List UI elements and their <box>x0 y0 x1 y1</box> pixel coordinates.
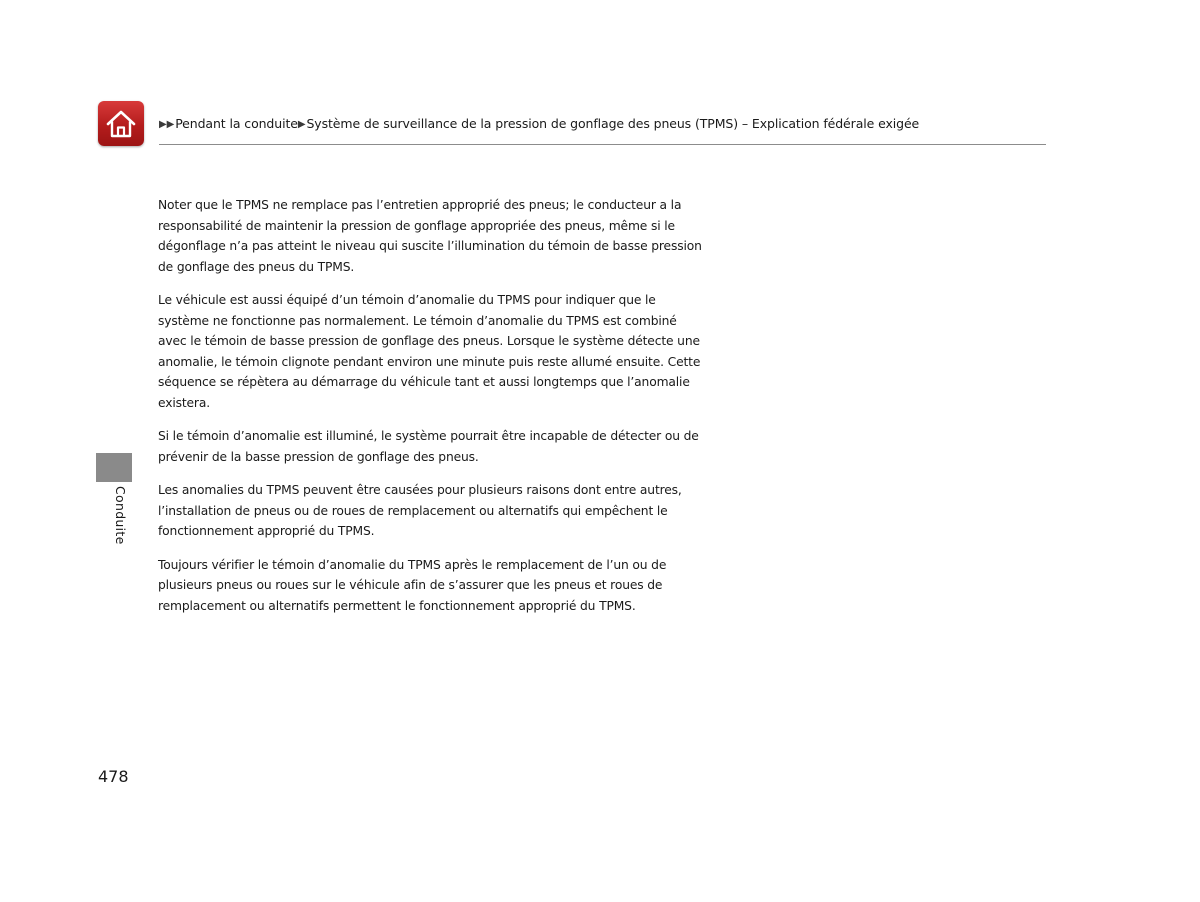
chapter-tab-marker[interactable] <box>96 453 132 482</box>
breadcrumb-arrow-icon: ▶▶ <box>159 119 175 130</box>
home-icon <box>105 109 137 139</box>
breadcrumb-arrow-icon: ▶ <box>297 119 306 130</box>
page-number: 478 <box>98 767 129 786</box>
header-divider <box>159 144 1046 145</box>
home-button[interactable] <box>98 101 144 146</box>
breadcrumb-item-section[interactable]: Pendant la conduite <box>175 116 298 131</box>
paragraph: Les anomalies du TPMS peuvent être causées pour plusieurs raisons dont entre autres, l’installation de pneus ou de roues de remplacement ou alternatifs qui empêchent le fonctionnement approprié du TPMS. <box>158 483 682 538</box>
paragraph: Noter que le TPMS ne remplace pas l’entretien approprié des pneus; le conducteur a la responsabilité de maintenir la pression de gonflage appropriée des pneus, même si le dégonflage n’a pas atteint le niveau qui suscite l’illumination du témoin de basse pression de gonflage des pneus du TPMS. <box>158 198 702 274</box>
paragraph: Si le témoin d’anomalie est illuminé, le système pourrait être incapable de détecter ou de prévenir de la basse pression de gonflage des pneus. <box>158 429 699 464</box>
chapter-tab-label: Conduite <box>113 486 128 545</box>
paragraph: Toujours vérifier le témoin d’anomalie du TPMS après le remplacement de l’un ou de plusieurs pneus ou roues sur le véhicule afin de s’assurer que les pneus et roues de remplacement ou alternatifs permettent le fonctionnement approprié du TPMS. <box>158 557 667 613</box>
body-text <box>158 195 703 629</box>
paragraph: Le véhicule est aussi équipé d’un témoin d’anomalie du TPMS pour indiquer que le système ne fonctionne pas normalement. Le témoin d’anomalie du TPMS est combiné avec le témoin de basse pression de gonflage des pneus. Lorsque le système détecte une anomalie, le témoin clignote pendant environ une minute puis reste allumé ensuite. Cette séquence se répètera au démarrage du véhicule tant et aussi longtemps que l’anomalie existera. <box>158 293 701 410</box>
breadcrumb-item-topic[interactable]: Système de surveillance de la pression de gonflage des pneus (TPMS) – Explication fédérale exigée <box>306 116 920 131</box>
breadcrumb <box>159 116 919 131</box>
